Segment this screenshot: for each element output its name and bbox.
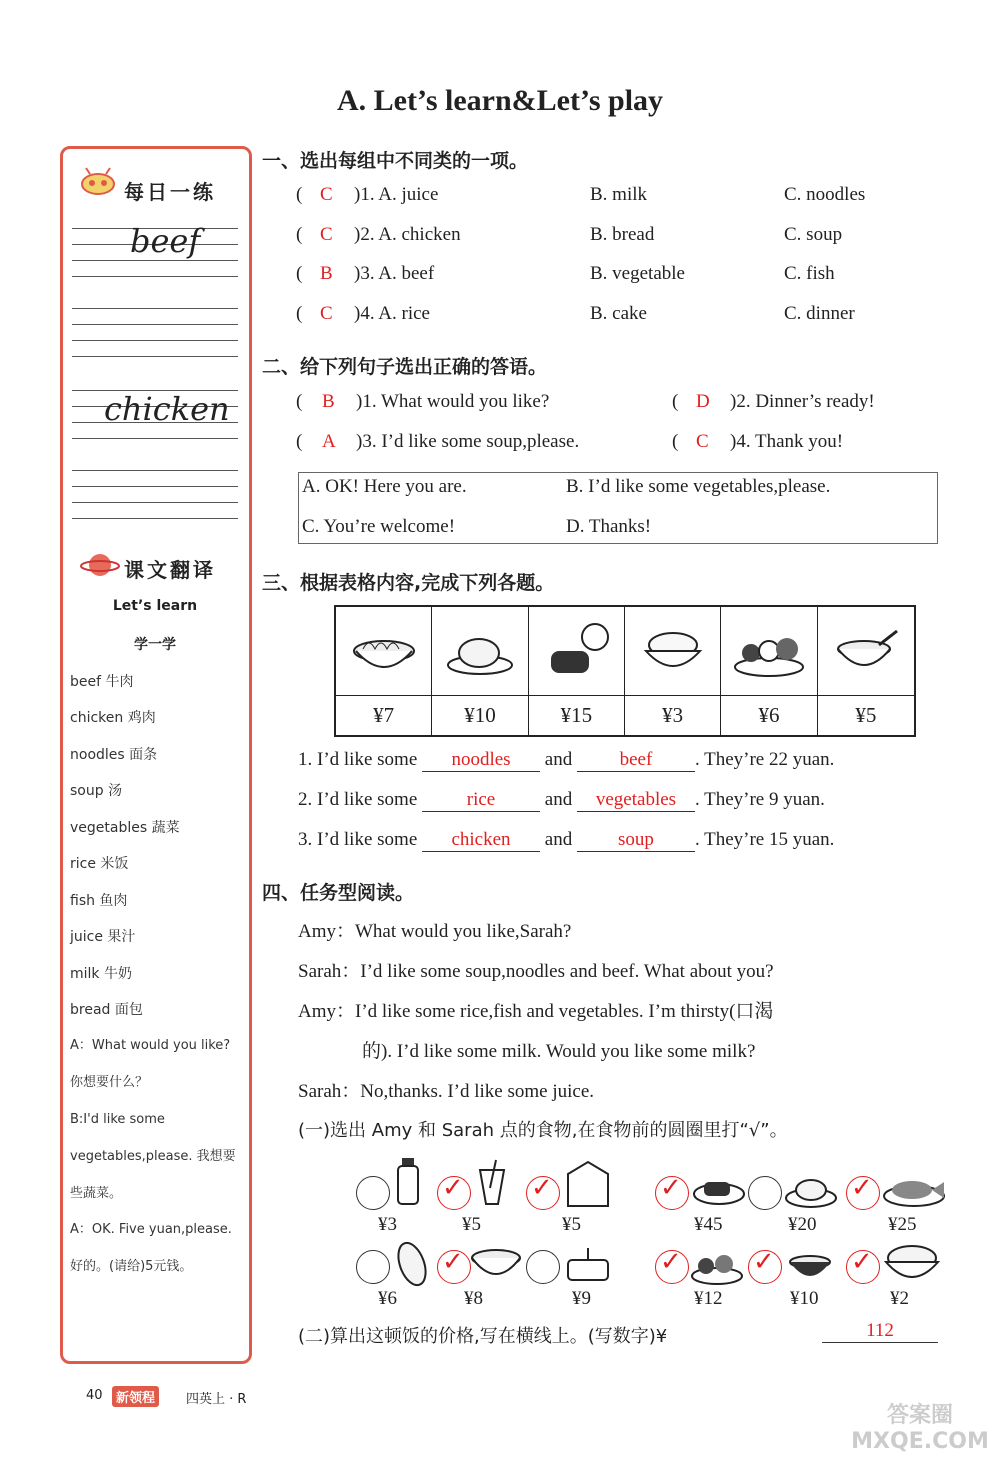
section-3-title: 三、根据表格内容,完成下列各题。 [262,572,555,594]
question: )1. A. juice [354,184,439,205]
juice-glass-icon [474,1158,510,1212]
checkbox-checked[interactable] [437,1176,471,1210]
checkbox[interactable] [356,1250,390,1284]
beef-plate-icon [692,1160,746,1210]
checkbox-checked[interactable] [437,1250,471,1284]
vegetables-plate-icon [690,1244,744,1290]
sub-heading: 学一学 [134,637,176,653]
option: B. I’d like some vegetables,please. [566,476,831,497]
watermark: 答案圈 MXQE.COM [851,1403,989,1454]
fill-line: 2. I’d like some rice and vegetables . They’re 9 yuan. [298,789,825,810]
vocab-item: vegetables 蔬菜 [70,820,180,836]
answer: B [320,263,333,284]
question-2: (二)算出这顿饭的价格,写在横线上。(写数字)¥ [298,1326,668,1347]
question: )3. A. beef [354,263,435,284]
daily-practice-heading: 每日一练 [124,180,216,204]
vegetables-icon [721,607,817,695]
handwritten-word: beef [130,222,201,260]
vocab-item: beef 牛肉 [70,674,134,690]
checkbox[interactable] [748,1176,782,1210]
checkbox[interactable] [526,1250,560,1284]
checkbox-checked[interactable] [846,1250,880,1284]
question: )1. What would you like? [356,391,550,412]
dialog-line: Sarah：I’d like some soup,noodles and beef. What about you? [298,961,774,982]
fish-plate-icon [882,1168,946,1214]
vocab-item: soup 汤 [70,783,123,799]
fill-line: 1. I’d like some noodles and beef . They’re 22 yuan. [298,749,835,770]
question: )4. A. rice [354,303,430,324]
cake-icon [562,1244,614,1290]
question: )3. I’d like some soup,please. [356,431,580,452]
option-b: B. vegetable [590,263,685,284]
answer: A [322,431,336,452]
fill-line: 3. I’d like some chicken and soup . They’re 15 yuan. [298,829,835,850]
beef-icon [529,607,625,695]
answer: C [696,431,709,452]
option: C. You’re welcome! [302,516,456,537]
checkbox-checked[interactable] [655,1176,689,1210]
soup-bowl-icon [786,1240,834,1290]
question-1: (一)选出 Amy 和 Sarah 点的食物,在食物前的圆圈里打“√”。 [298,1120,788,1141]
total-answer[interactable]: 112 [822,1320,938,1343]
option-c: C. soup [784,224,843,245]
noodles-icon [336,607,432,695]
page-title: A. Let’s learn&Let’s play [336,84,664,117]
price-cell: ¥7 [336,695,432,735]
checkbox-checked[interactable] [655,1250,689,1284]
noodle-bowl-icon [470,1244,522,1290]
juice-bottle-icon [394,1156,424,1212]
answer: B [322,391,335,412]
dialog-line: A：OK. Five yuan,please. 好的。(请给)5元钱。 [70,1222,232,1274]
price-cell: ¥6 [721,695,817,735]
option-b: B. bread [590,224,655,245]
sub-heading: Let’s learn [112,598,198,614]
rice-bowl-icon [882,1242,942,1290]
price-table [334,605,916,737]
section-4-title: 四、任务型阅读。 [262,882,415,904]
option-b: B. milk [590,184,648,205]
checkbox-checked[interactable] [748,1250,782,1284]
section-1-title: 一、选出每组中不同类的一项。 [262,150,529,172]
question: )4. Thank you! [730,431,844,452]
vocab-item: noodles 面条 [70,747,158,763]
page-number: 40 [86,1388,103,1403]
chicken-icon [432,607,528,695]
dialog-line: Amy：I’d like some rice,fish and vegetables. I’m thirsty(口渴 [298,1001,774,1022]
vocab-item: rice 米饭 [70,856,129,872]
question: )2. A. chicken [354,224,461,245]
vocab-item: chicken 鸡肉 [70,710,156,726]
dialog-line: Amy：What would you like,Sarah? [298,921,572,942]
section-2-title: 二、给下列句子选出正确的答语。 [262,356,548,378]
question: )2. Dinner’s ready! [730,391,875,412]
price-cell: ¥3 [625,695,721,735]
option-c: C. fish [784,263,835,284]
answer: D [696,391,710,412]
price-cell: ¥15 [529,695,625,735]
handwritten-word: chicken [104,390,230,428]
grade-label: 四英上 · R [186,1392,247,1407]
option-b: B. cake [590,303,647,324]
dialog-line: 的). I’d like some milk. Would you like some milk? [362,1041,756,1062]
option-c: C. dinner [784,303,855,324]
translation-heading: 课文翻译 [124,558,216,582]
checkbox-checked[interactable] [526,1176,560,1210]
price-cell: ¥10 [432,695,528,735]
soup-icon [818,607,914,695]
dialog-line: B:I'd like some vegetables,please. 我想要些蔬菜。 [70,1112,236,1201]
option-c: C. noodles [784,184,866,205]
planet-icon [80,548,120,586]
alien-icon [78,166,118,204]
checkbox[interactable] [356,1176,390,1210]
rice-icon [625,607,721,695]
option: D. Thanks! [566,516,652,537]
answer: C [320,303,333,324]
answer: C [320,224,333,245]
price-cell: ¥5 [818,695,914,735]
vocab-item: bread 面包 [70,1002,143,1018]
bread-icon [392,1240,432,1292]
dialog-line: A：What would you like? 你想要什么？ [70,1038,231,1090]
dialog-line: Sarah：No,thanks. I’d like some juice. [298,1081,595,1102]
milk-carton-icon [562,1158,614,1214]
checkbox-checked[interactable] [846,1176,880,1210]
vocab-item: milk 牛奶 [70,966,132,982]
vocab-item: fish 鱼肉 [70,893,128,909]
answer: C [320,184,333,205]
brand-logo: 新领程 [112,1386,159,1407]
chicken-plate-icon [784,1170,838,1214]
option: A. OK! Here you are. [302,476,467,497]
vocab-item: juice 果汁 [70,929,136,945]
